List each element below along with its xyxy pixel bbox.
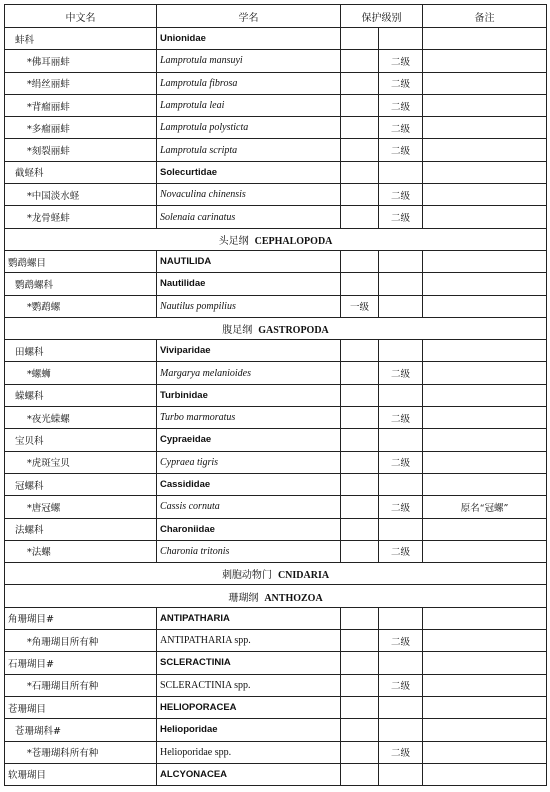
level-1-cell — [341, 607, 379, 629]
note-cell — [423, 273, 547, 295]
chinese-name: 冠螺科 — [5, 473, 157, 495]
section-chinese-name: 珊瑚纲 — [228, 592, 259, 604]
note-cell — [423, 139, 547, 161]
level-1-cell — [341, 139, 379, 161]
level-2-cell: 二级 — [379, 630, 423, 652]
level-2-cell: 二级 — [379, 184, 423, 206]
level-1-cell — [341, 674, 379, 696]
species-row — [5, 741, 547, 763]
level-1-cell — [341, 518, 379, 540]
section-row — [5, 585, 547, 607]
note-cell — [423, 161, 547, 183]
scientific-name: Turbo marmoratus — [157, 407, 341, 429]
level-2-cell — [379, 250, 423, 272]
species-row — [5, 496, 547, 518]
header-protection-level: 保护级别 — [341, 5, 423, 28]
chinese-name: 蚌科 — [5, 28, 157, 50]
taxon-group-row — [5, 429, 547, 451]
species-protection-table — [4, 4, 547, 786]
scientific-name: Charoniidae — [157, 518, 341, 540]
species-row — [5, 72, 547, 94]
chinese-name: *法螺 — [5, 540, 157, 562]
level-1-cell — [341, 652, 379, 674]
level-2-cell — [379, 295, 423, 317]
scientific-name: HELIOPORACEA — [157, 696, 341, 718]
section-chinese-name: 头足纲 — [218, 235, 249, 247]
scientific-name: Solenaia carinatus — [157, 206, 341, 228]
level-1-cell — [341, 741, 379, 763]
taxon-group-row — [5, 518, 547, 540]
section-row — [5, 317, 547, 339]
table-body — [5, 5, 547, 786]
scientific-name: Cypraeidae — [157, 429, 341, 451]
level-2-cell: 二级 — [379, 407, 423, 429]
scientific-name: Viviparidae — [157, 340, 341, 362]
level-1-cell — [341, 72, 379, 94]
chinese-name: 角珊瑚目# — [5, 607, 157, 629]
level-1-cell — [341, 763, 379, 785]
level-2-cell — [379, 384, 423, 406]
section-heading — [5, 563, 547, 585]
species-row — [5, 117, 547, 139]
level-2-cell: 二级 — [379, 117, 423, 139]
note-cell — [423, 340, 547, 362]
note-cell — [423, 184, 547, 206]
level-2-cell — [379, 340, 423, 362]
level-1-cell — [341, 719, 379, 741]
note-cell: 原名“冠螺” — [423, 496, 547, 518]
chinese-name: 法螺科 — [5, 518, 157, 540]
species-row — [5, 540, 547, 562]
scientific-name: Cypraea tigris — [157, 451, 341, 473]
taxon-group-row — [5, 384, 547, 406]
chinese-name: 苍珊瑚目 — [5, 696, 157, 718]
level-2-cell: 二级 — [379, 206, 423, 228]
section-heading — [5, 228, 547, 250]
note-cell — [423, 473, 547, 495]
level-1-cell — [341, 340, 379, 362]
level-1-cell — [341, 429, 379, 451]
chinese-name: *螺蛳 — [5, 362, 157, 384]
scientific-name: Helioporidae — [157, 719, 341, 741]
chinese-name: *苍珊瑚科所有种 — [5, 741, 157, 763]
species-row — [5, 674, 547, 696]
level-1-cell — [341, 384, 379, 406]
level-1-cell: 一级 — [341, 295, 379, 317]
species-row — [5, 206, 547, 228]
level-2-cell: 二级 — [379, 94, 423, 116]
note-cell — [423, 719, 547, 741]
level-2-cell: 二级 — [379, 50, 423, 72]
scientific-name: Lamprotula mansuyi — [157, 50, 341, 72]
chinese-name: 软珊瑚目 — [5, 763, 157, 785]
note-cell — [423, 763, 547, 785]
level-2-cell: 二级 — [379, 72, 423, 94]
note-cell — [423, 407, 547, 429]
scientific-name: SCLERACTINIA spp. — [157, 674, 341, 696]
species-row — [5, 50, 547, 72]
scientific-name: Lamprotula fibrosa — [157, 72, 341, 94]
species-row — [5, 94, 547, 116]
note-cell — [423, 206, 547, 228]
taxon-group-row — [5, 652, 547, 674]
scientific-name: Lamprotula scripta — [157, 139, 341, 161]
level-2-cell: 二级 — [379, 451, 423, 473]
chinese-name: *角珊瑚目所有种 — [5, 630, 157, 652]
level-1-cell — [341, 206, 379, 228]
note-cell — [423, 741, 547, 763]
level-1-cell — [341, 473, 379, 495]
scientific-name: ALCYONACEA — [157, 763, 341, 785]
scientific-name: Lamprotula polysticta — [157, 117, 341, 139]
chinese-name: *龙骨蛏蚌 — [5, 206, 157, 228]
scientific-name: Novaculina chinensis — [157, 184, 341, 206]
level-1-cell — [341, 630, 379, 652]
level-1-cell — [341, 117, 379, 139]
chinese-name: *唐冠螺 — [5, 496, 157, 518]
species-row — [5, 295, 547, 317]
level-1-cell — [341, 50, 379, 72]
section-row — [5, 563, 547, 585]
species-row — [5, 451, 547, 473]
note-cell — [423, 674, 547, 696]
taxon-group-row — [5, 473, 547, 495]
species-row — [5, 362, 547, 384]
level-2-cell: 二级 — [379, 496, 423, 518]
chinese-name: 宝贝科 — [5, 429, 157, 451]
chinese-name: *绢丝丽蚌 — [5, 72, 157, 94]
level-1-cell — [341, 407, 379, 429]
chinese-name: *鹦鹉螺 — [5, 295, 157, 317]
chinese-name: 鹦鹉螺科 — [5, 273, 157, 295]
scientific-name: Unionidae — [157, 28, 341, 50]
header-notes: 备注 — [423, 5, 547, 28]
taxon-group-row — [5, 273, 547, 295]
level-2-cell: 二级 — [379, 362, 423, 384]
note-cell — [423, 518, 547, 540]
scientific-name: Solecurtidae — [157, 161, 341, 183]
level-1-cell — [341, 451, 379, 473]
level-2-cell — [379, 696, 423, 718]
chinese-name: *多瘤丽蚌 — [5, 117, 157, 139]
section-latin-name: GASTROPODA — [258, 325, 329, 336]
note-cell — [423, 94, 547, 116]
taxon-group-row — [5, 28, 547, 50]
level-1-cell — [341, 496, 379, 518]
level-2-cell: 二级 — [379, 741, 423, 763]
note-cell — [423, 607, 547, 629]
level-2-cell — [379, 652, 423, 674]
level-2-cell: 二级 — [379, 674, 423, 696]
level-1-cell — [341, 250, 379, 272]
level-2-cell — [379, 429, 423, 451]
level-2-cell — [379, 607, 423, 629]
level-2-cell: 二级 — [379, 139, 423, 161]
section-latin-name: CEPHALOPODA — [254, 235, 333, 247]
note-cell — [423, 362, 547, 384]
section-latin-name: CNIDARIA — [277, 570, 330, 582]
level-1-cell — [341, 540, 379, 562]
chinese-name: *佛耳丽蚌 — [5, 50, 157, 72]
scientific-name: NAUTILIDA — [157, 250, 341, 272]
level-1-cell — [341, 273, 379, 295]
species-row — [5, 630, 547, 652]
chinese-name: 蝾螺科 — [5, 384, 157, 406]
scientific-name: Turbinidae — [157, 384, 341, 406]
scientific-name: ANTIPATHARIA spp. — [157, 630, 341, 652]
scientific-name: SCLERACTINIA — [157, 652, 341, 674]
section-chinese-name: 腹足纲 — [222, 325, 253, 336]
taxon-group-row — [5, 340, 547, 362]
species-row — [5, 139, 547, 161]
scientific-name: Nautilus pompilius — [157, 295, 341, 317]
section-heading — [5, 317, 547, 339]
scientific-name: ANTIPATHARIA — [157, 607, 341, 629]
level-1-cell — [341, 28, 379, 50]
header-scientific-name: 学名 — [157, 5, 341, 28]
level-1-cell — [341, 94, 379, 116]
chinese-name: 石珊瑚目# — [5, 652, 157, 674]
scientific-name: Helioporidae spp. — [157, 741, 341, 763]
chinese-name: *石珊瑚目所有种 — [5, 674, 157, 696]
scientific-name: Cassididae — [157, 473, 341, 495]
level-2-cell — [379, 763, 423, 785]
chinese-name: *虎斑宝贝 — [5, 451, 157, 473]
species-row — [5, 184, 547, 206]
taxon-group-row — [5, 719, 547, 741]
level-2-cell — [379, 473, 423, 495]
chinese-name: 鹦鹉螺目 — [5, 250, 157, 272]
section-latin-name: ANTHOZOA — [264, 592, 323, 604]
level-2-cell — [379, 161, 423, 183]
taxon-group-row — [5, 607, 547, 629]
level-1-cell — [341, 362, 379, 384]
scientific-name: Margarya melanioides — [157, 362, 341, 384]
note-cell — [423, 295, 547, 317]
level-1-cell — [341, 184, 379, 206]
level-2-cell — [379, 273, 423, 295]
note-cell — [423, 540, 547, 562]
level-2-cell — [379, 28, 423, 50]
level-2-cell: 二级 — [379, 540, 423, 562]
level-1-cell — [341, 161, 379, 183]
header-chinese-name: 中文名 — [5, 5, 157, 28]
scientific-name: Lamprotula leai — [157, 94, 341, 116]
note-cell — [423, 384, 547, 406]
level-1-cell — [341, 696, 379, 718]
note-cell — [423, 630, 547, 652]
chinese-name: *背瘤丽蚌 — [5, 94, 157, 116]
section-row — [5, 228, 547, 250]
level-2-cell — [379, 719, 423, 741]
note-cell — [423, 250, 547, 272]
table-header-row — [5, 5, 547, 28]
scientific-name: Charonia tritonis — [157, 540, 341, 562]
species-row — [5, 407, 547, 429]
taxon-group-row — [5, 763, 547, 785]
note-cell — [423, 28, 547, 50]
chinese-name: 田螺科 — [5, 340, 157, 362]
chinese-name: 截蛏科 — [5, 161, 157, 183]
note-cell — [423, 117, 547, 139]
scientific-name: Cassis cornuta — [157, 496, 341, 518]
note-cell — [423, 50, 547, 72]
chinese-name: *刻裂丽蚌 — [5, 139, 157, 161]
note-cell — [423, 652, 547, 674]
taxon-group-row — [5, 161, 547, 183]
taxon-group-row — [5, 250, 547, 272]
note-cell — [423, 429, 547, 451]
section-heading — [5, 585, 547, 607]
scientific-name: Nautilidae — [157, 273, 341, 295]
chinese-name: 苍珊瑚科# — [5, 719, 157, 741]
taxon-group-row — [5, 696, 547, 718]
chinese-name: *夜光蝾螺 — [5, 407, 157, 429]
note-cell — [423, 696, 547, 718]
note-cell — [423, 72, 547, 94]
section-chinese-name: 刺胞动物门 — [221, 570, 272, 582]
chinese-name: *中国淡水蛏 — [5, 184, 157, 206]
level-2-cell — [379, 518, 423, 540]
note-cell — [423, 451, 547, 473]
